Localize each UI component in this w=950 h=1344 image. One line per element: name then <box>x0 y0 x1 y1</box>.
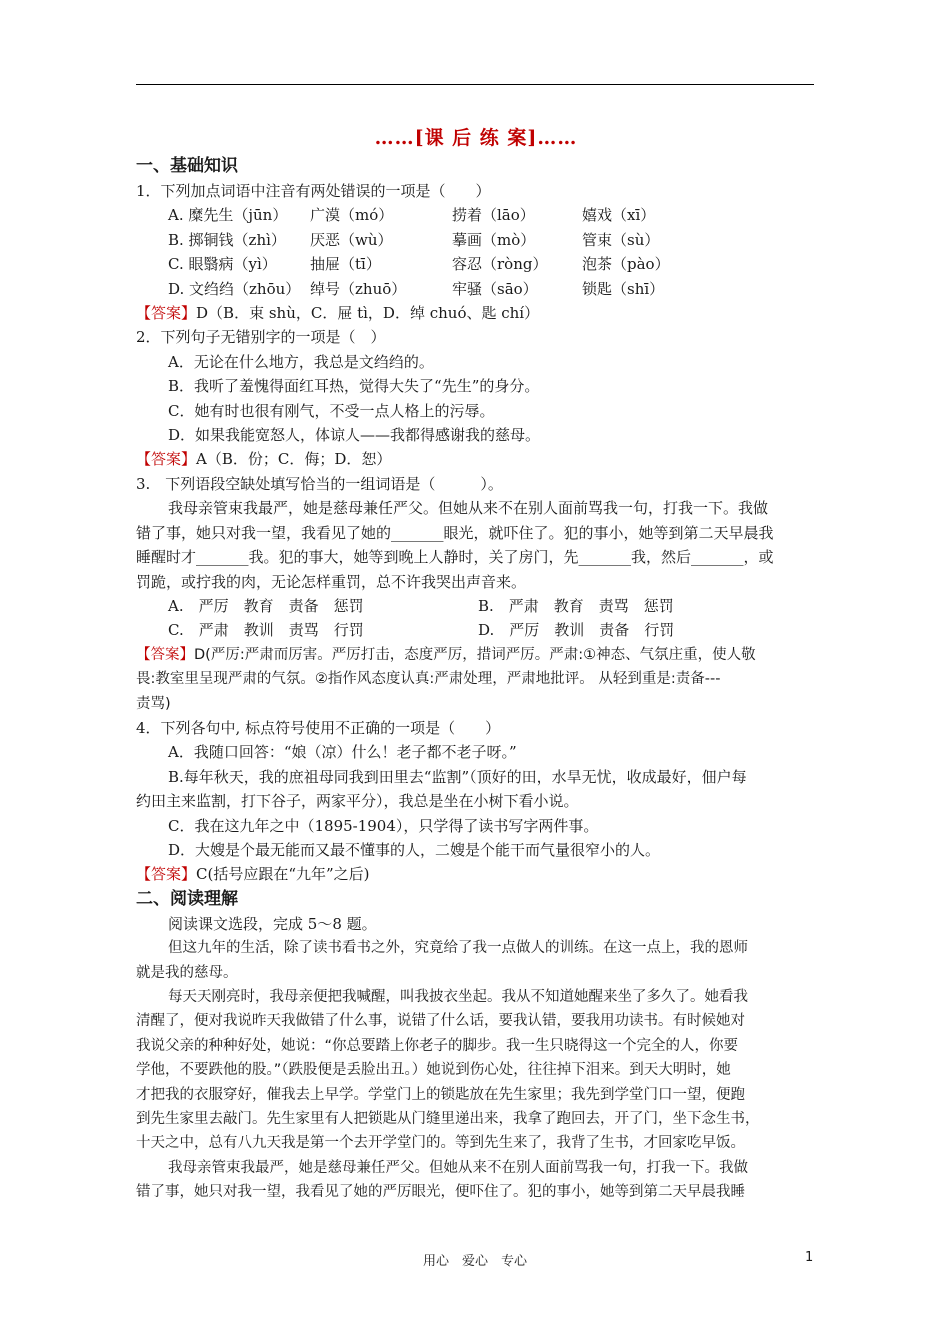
question-1-choice: 绰号（zhuō） <box>310 279 407 298</box>
question-4-stem: 4．下列各句中, 标点符号使用不正确的一项是（ ） <box>136 718 501 737</box>
reading-intro: 阅读课文选段，完成 5～8 题。 <box>168 914 377 933</box>
page-title: ……[课 后 练 案]…… <box>374 127 578 149</box>
question-1-option-row <box>136 228 816 252</box>
question-4-option-a: A．我随口回答：“娘（凉）什么！老子都不老子呀。” <box>168 743 517 762</box>
answer-text: C(括号应跟在“九年”之后) <box>196 865 370 884</box>
question-4-option-b-cont: 约田主来监割，打下谷子，两家平分），我总是坐在小树下看小说。 <box>136 792 579 811</box>
question-1-choice: C. 眼翳病（yì） <box>168 255 277 274</box>
question-1-option-row <box>136 252 816 276</box>
question-1-option-row <box>136 277 816 301</box>
question-3-answer <box>136 643 816 667</box>
question-3-stem: 3. 下列语段空缺处填写恰当的一组词语是（ ）。 <box>136 474 503 493</box>
reading-line: 就是我的慈母。 <box>136 964 238 981</box>
answer-label: 【答案】 <box>136 304 197 323</box>
question-2-stem: 2．下列句子无错别字的一项是（ ） <box>136 328 386 347</box>
reading-line: 但这九年的生活，除了读书看书之外，究竟给了我一点做人的训练。在这一点上，我的恩师 <box>168 940 748 957</box>
question-1-choice: D. 文绉绉（zhōu） <box>168 279 301 298</box>
question-1-choice: 捞着（lāo） <box>452 206 535 225</box>
question-4-option-b: B.每年秋天，我的庶祖母同我到田里去“监割”（顶好的田，水旱无忧，收成最好，佃户每 <box>168 767 747 786</box>
question-3-options-row <box>136 594 816 618</box>
question-1-choice: 容忍（ròng） <box>452 255 548 274</box>
question-3-passage-line: 错了事，她只对我一望，我看见了她的_______眼光，就吓住了。犯的事小，她等到第二天早晨我 <box>136 523 774 542</box>
answer-text: D(严厉:严肃而厉害。严厉打击，态度严厉，措词严厉。严肃:①神态、气氛庄重，使人敬 <box>194 646 756 663</box>
section-heading-basic: 一、基础知识 <box>136 156 238 176</box>
question-3-option-a: A. 严厉 教育 责备 惩罚 <box>168 596 364 615</box>
question-4-option-c: C．我在这九年之中（1895-1904），只学得了读书写字两件事。 <box>168 816 599 835</box>
question-1-choice: 锁匙（shī） <box>582 279 665 298</box>
question-1-choice: B. 掷铜钱（zhì） <box>168 230 286 249</box>
question-1-choice: 嬉戏（xī） <box>582 206 656 225</box>
question-3-passage-line: 罚跪，或拧我的肉，无论怎样重罚，总不许我哭出声音来。 <box>136 572 527 591</box>
answer-label: 【答案】 <box>136 646 194 663</box>
section-heading-reading: 二、阅读理解 <box>136 888 238 909</box>
reading-line: 十天之中，总有八九天我是第一个去开学堂门的。等到先生来了，我背了生书，才回家吃早饭。 <box>136 1135 745 1152</box>
reading-line: 每天天刚亮时，我母亲便把我喊醒，叫我披衣坐起。我从不知道她醒来坐了多久了。她看我 <box>168 989 748 1005</box>
question-1-choice: 牢骚（sāo） <box>452 279 538 298</box>
question-2-answer <box>136 447 816 471</box>
answer-text: D（B．束 shù，C．屉 tì，D．绰 chuó、匙 chí） <box>196 304 540 323</box>
question-1-choice: 厌恶（wù） <box>310 230 393 249</box>
question-1-choice: 摹画（mò） <box>452 230 536 249</box>
question-1-option-row <box>136 203 816 227</box>
reading-line: 我说父亲的种种好处，她说：“你总要踏上你老子的脚步。我一生只晓得这一个完全的人，你要 <box>136 1037 739 1054</box>
page-number: 1 <box>805 1250 814 1265</box>
question-3-answer-cont: 责骂) <box>136 695 171 712</box>
question-1-options <box>136 203 816 301</box>
question-3-passage-line: 睡醒时才_______我。犯的事大，她等到晚上人静时，关了房门，先_______我，然后_______，或 <box>136 548 774 567</box>
reading-line: 学他，不要跌他的股。”（跌股便是丢脸出丑。）她说到伤心处，往往掉下泪来。到天大明时，她 <box>136 1062 731 1079</box>
question-3-option-b: B. 严肃 教育 责骂 惩罚 <box>478 596 674 615</box>
question-1-choice: 广漠（mó） <box>310 206 394 225</box>
question-3-passage-line: 我母亲管束我最严，她是慈母兼任严父。但她从来不在别人面前骂我一句，打我一下。我做 <box>168 499 769 518</box>
answer-text: A（B．份；C．侮；D．恕） <box>196 450 392 469</box>
reading-passage <box>136 936 816 1204</box>
question-1-choice: A. 糜先生（jūn） <box>168 206 288 225</box>
header-rule <box>136 84 814 85</box>
answer-label: 【答案】 <box>136 865 197 884</box>
question-4-option-d: D．大嫂是个最无能而又最不懂事的人，二嫂是个能干而气量很窄小的人。 <box>168 840 661 859</box>
question-3-answer-cont: 畏:教室里呈现严肃的气氛。②指作风态度认真:严肃处理，严肃地批评。 从轻到重是:责备--- <box>136 671 721 688</box>
question-2-option-c: C．她有时也很有刚气，不受一点人格上的污辱。 <box>168 401 495 420</box>
question-1-choice: 泡茶（pào） <box>582 255 670 274</box>
question-1-choice: 抽屉（tī） <box>310 255 381 274</box>
question-3-option-c: C. 严肃 教训 责骂 行罚 <box>168 621 364 640</box>
question-2-option-a: A．无论在什么地方，我总是文绉绉的。 <box>168 352 434 371</box>
question-1-answer <box>136 301 816 325</box>
reading-line: 我母亲管束我最严，她是慈母兼任严父。但她从来不在别人面前骂我一句，打我一下。我做 <box>168 1159 748 1176</box>
question-4-answer <box>136 862 816 886</box>
question-3-option-d: D. 严厉 教训 责备 行罚 <box>478 621 675 640</box>
question-1-choice: 管束（sù） <box>582 230 660 249</box>
reading-line: 才把我的衣服穿好，催我去上早学。学堂门上的锁匙放在先生家里；我先到学堂门口一望，便跑 <box>136 1086 745 1103</box>
question-2-option-b: B．我听了羞愧得面红耳热，觉得大失了“先生”的身分。 <box>168 377 540 396</box>
page-content <box>136 124 816 1205</box>
question-3-options-row <box>136 618 816 642</box>
footer-motto: 用心 爱心 专心 <box>422 1254 527 1269</box>
reading-line: 错了事，她只对我一望，我看见了她的严厉眼光，便吓住了。犯的事小，她等到第二天早晨我睡 <box>136 1184 745 1201</box>
reading-line: 到先生家里去敲门。先生家里有人把锁匙从门缝里递出来，我拿了跑回去，开了门，坐下念生书， <box>136 1111 760 1128</box>
reading-line: 清醒了，便对我说昨天我做错了什么事，说错了什么话，要我认错，要我用功读书。有时候她对 <box>136 1013 745 1030</box>
question-2-option-d: D．如果我能宽怒人，体谅人——我都得感谢我的慈母。 <box>168 426 541 445</box>
question-1-stem: 1．下列加点词语中注音有两处错误的一项是（ ） <box>136 182 491 200</box>
answer-label: 【答案】 <box>136 450 197 469</box>
